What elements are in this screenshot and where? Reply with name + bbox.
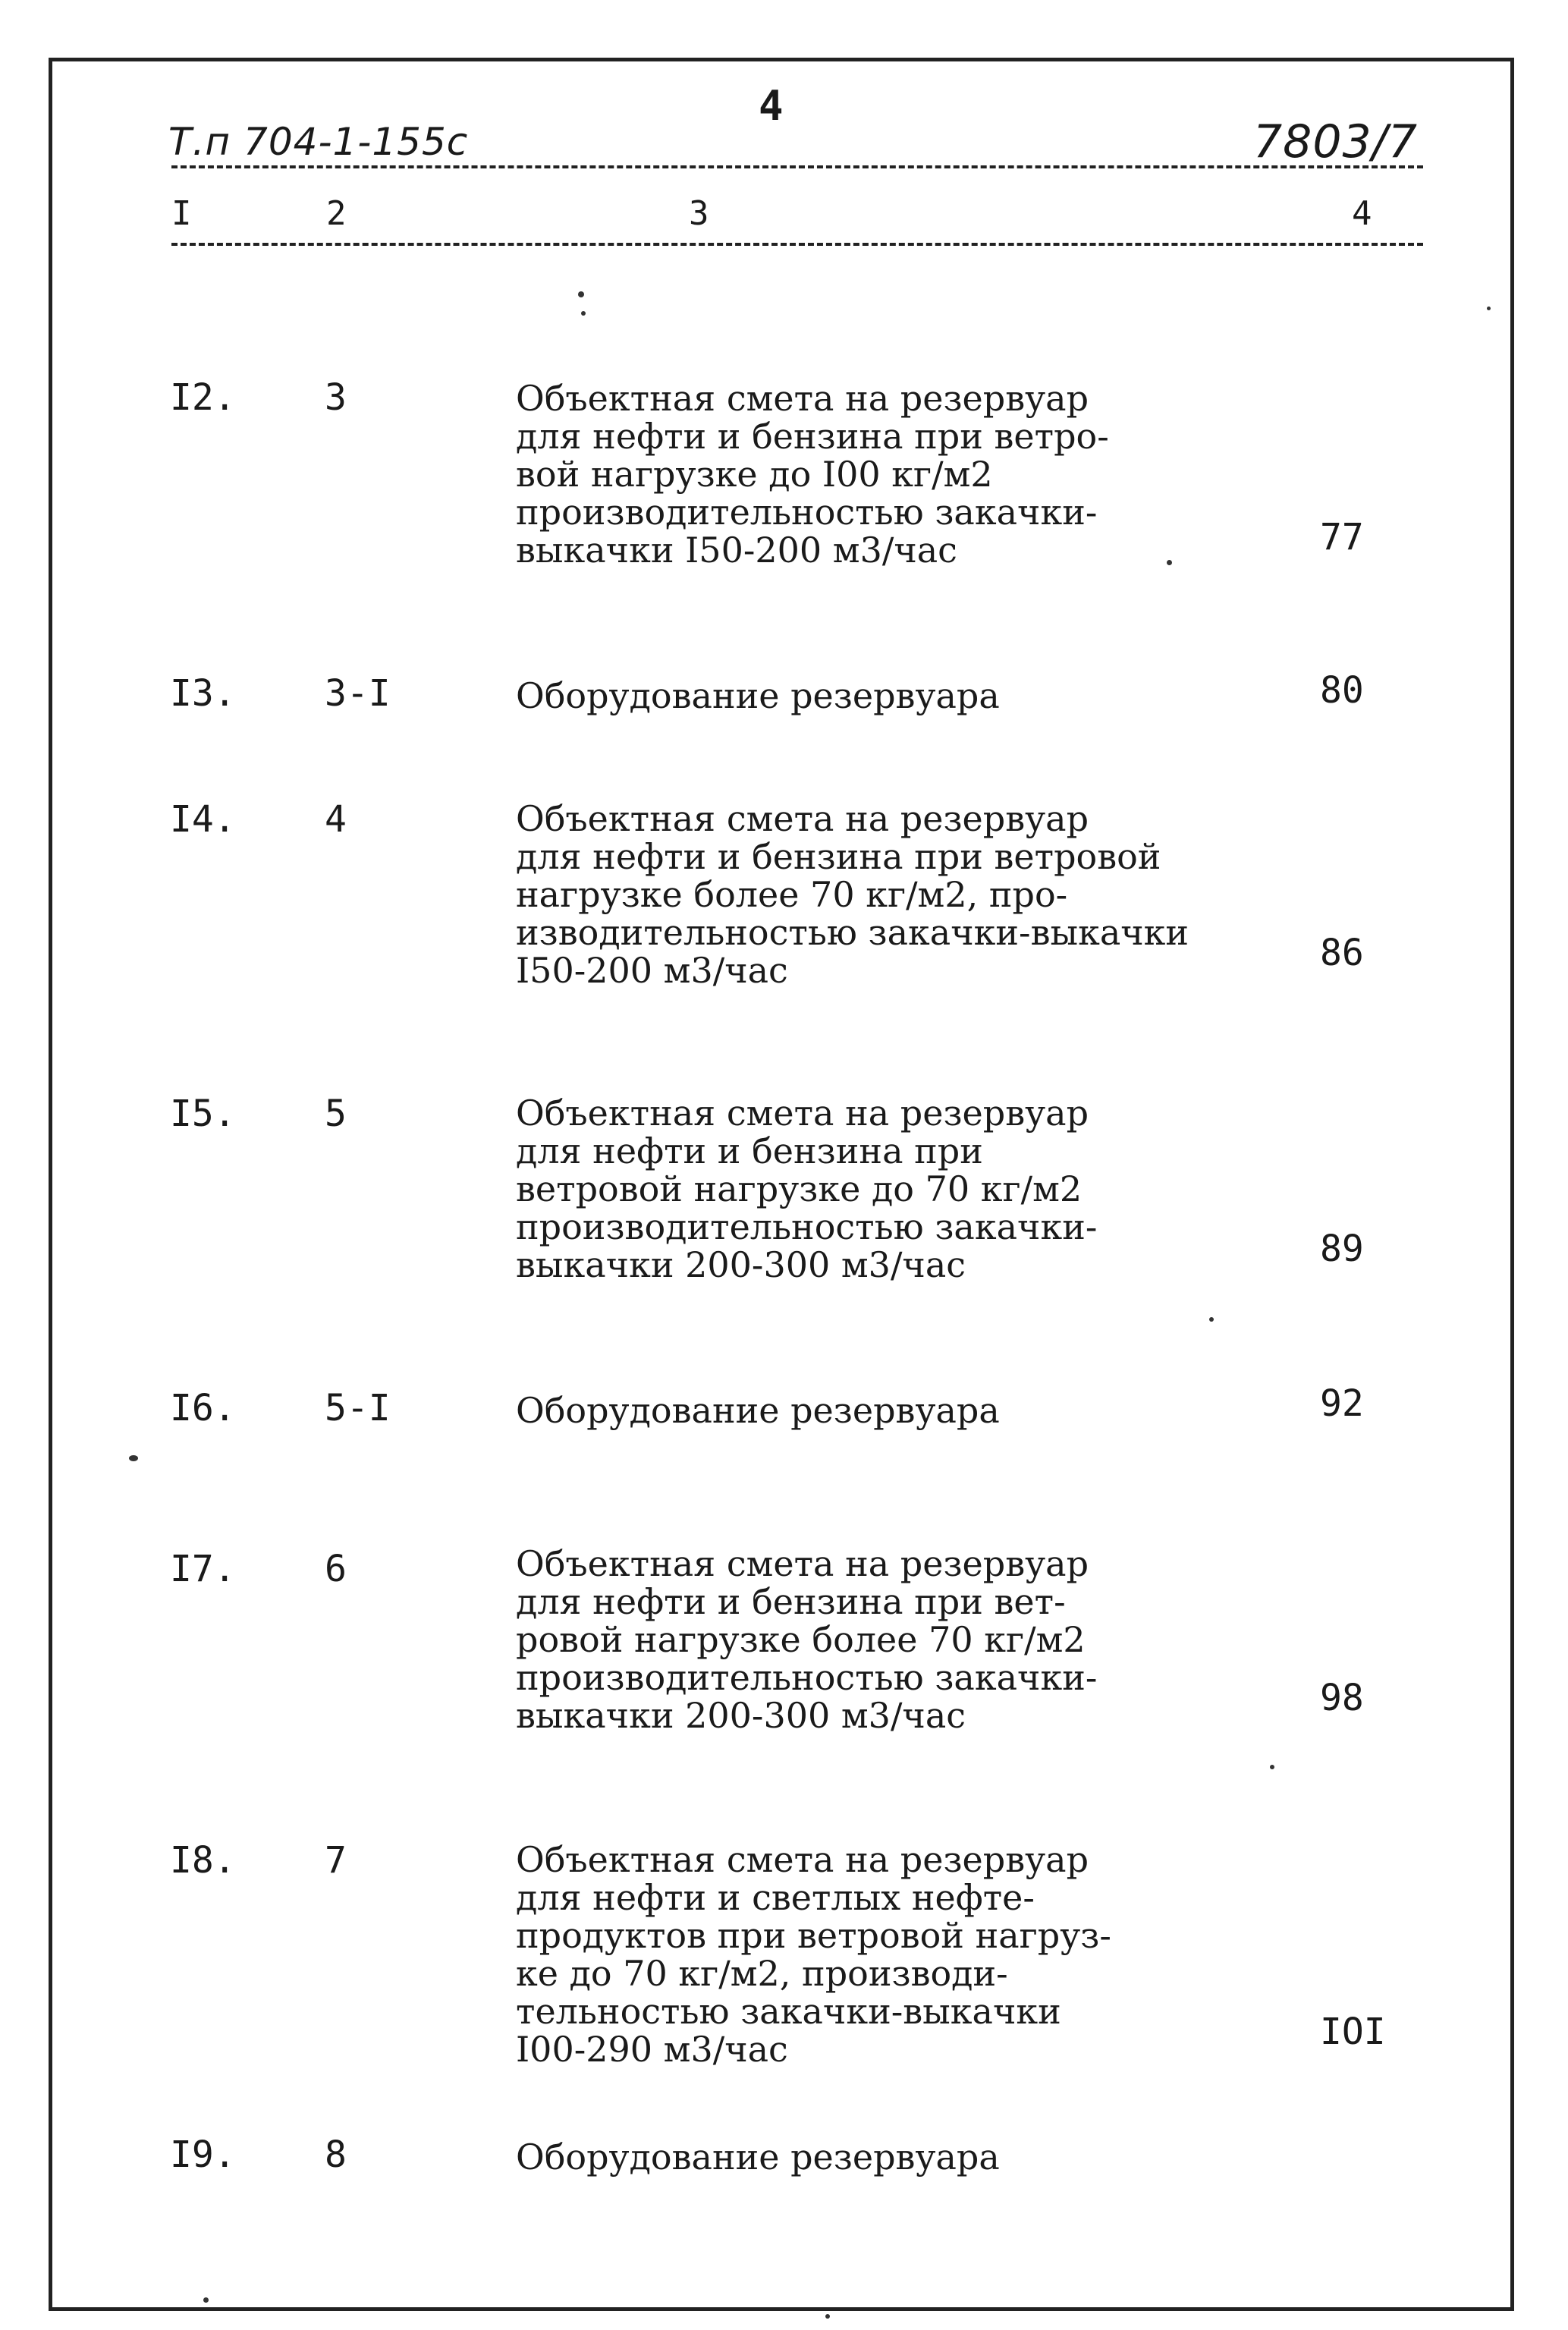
row-section: 3-I [325, 672, 391, 715]
column-header-3: 3 [689, 194, 709, 233]
row-number: I4. [170, 798, 236, 841]
row-section: 8 [325, 2133, 347, 2176]
page-number: 4 [759, 82, 784, 130]
row-page: IOI [1320, 2011, 1386, 2053]
scan-speck [1270, 1765, 1274, 1769]
row-number: I6. [170, 1387, 236, 1429]
row-number: I3. [170, 672, 236, 715]
row-description: Объектная смета на резервуар для нефти и бензина при ветровой нагрузке более 70 кг/м2, про- изводительностью закачки-выкачки I50-200 м3/час [516, 798, 1189, 991]
scan-speck [825, 2314, 830, 2319]
column-header-4: 4 [1352, 194, 1372, 233]
row-number: I7. [170, 1548, 236, 1590]
row-description: Объектная смета на резервуар для нефти и бензина при ветро- вой нагрузке до I00 кг/м2 производительностью закачки- выкачки I50-200 м3/час [516, 378, 1109, 571]
row-section: 5 [325, 1093, 347, 1135]
row-description: Объектная смета на резервуар для нефти и светлых нефте- продуктов при ветровой нагруз- ке до 70 кг/м2, производи- тельностью закачки-выкачки I00-290 м3/час [516, 1839, 1111, 2070]
row-section: 4 [325, 798, 347, 841]
document-code-right: 7803/7 [1253, 115, 1419, 168]
row-description: Оборудование резервуара [516, 675, 1000, 716]
row-section: 7 [325, 1839, 347, 1882]
scan-speck [1487, 307, 1491, 310]
column-header-1: I [171, 194, 192, 233]
row-page: 98 [1320, 1677, 1364, 1719]
row-description: Объектная смета на резервуар для нефти и бензина при вет- ровой нагрузке более 70 кг/м2 производительностью закачки- выкачки 200-300 м3/час [516, 1543, 1098, 1736]
row-description: Объектная смета на резервуар для нефти и бензина при ветровой нагрузке до 70 кг/м2 производительностью закачки- выкачки 200-300 м3/час [516, 1093, 1098, 1285]
row-page: 80 [1320, 669, 1364, 712]
scan-speck [203, 2297, 209, 2303]
scan-speck [129, 1455, 138, 1461]
scan-speck [578, 291, 584, 297]
row-section: 3 [325, 376, 347, 419]
row-number: I8. [170, 1839, 236, 1882]
row-number: I2. [170, 376, 236, 419]
row-page: 89 [1320, 1228, 1364, 1270]
row-page: 86 [1320, 932, 1364, 974]
row-section: 6 [325, 1548, 347, 1590]
header-dashed-rule-bottom [171, 243, 1423, 246]
row-description: Оборудование резервуара [516, 2137, 1000, 2177]
scan-speck [1209, 1317, 1214, 1322]
column-header-2: 2 [326, 194, 347, 233]
row-description: Оборудование резервуара [516, 1390, 1000, 1431]
row-number: I9. [170, 2133, 236, 2176]
header-dashed-rule-top [171, 165, 1423, 168]
row-number: I5. [170, 1093, 236, 1135]
row-page: 77 [1320, 516, 1364, 558]
scan-speck [581, 311, 586, 316]
row-section: 5-I [325, 1387, 391, 1429]
document-code-left: Т.п 704-1-155с [168, 120, 469, 164]
scan-speck [1167, 560, 1172, 565]
row-page: 92 [1320, 1382, 1364, 1425]
